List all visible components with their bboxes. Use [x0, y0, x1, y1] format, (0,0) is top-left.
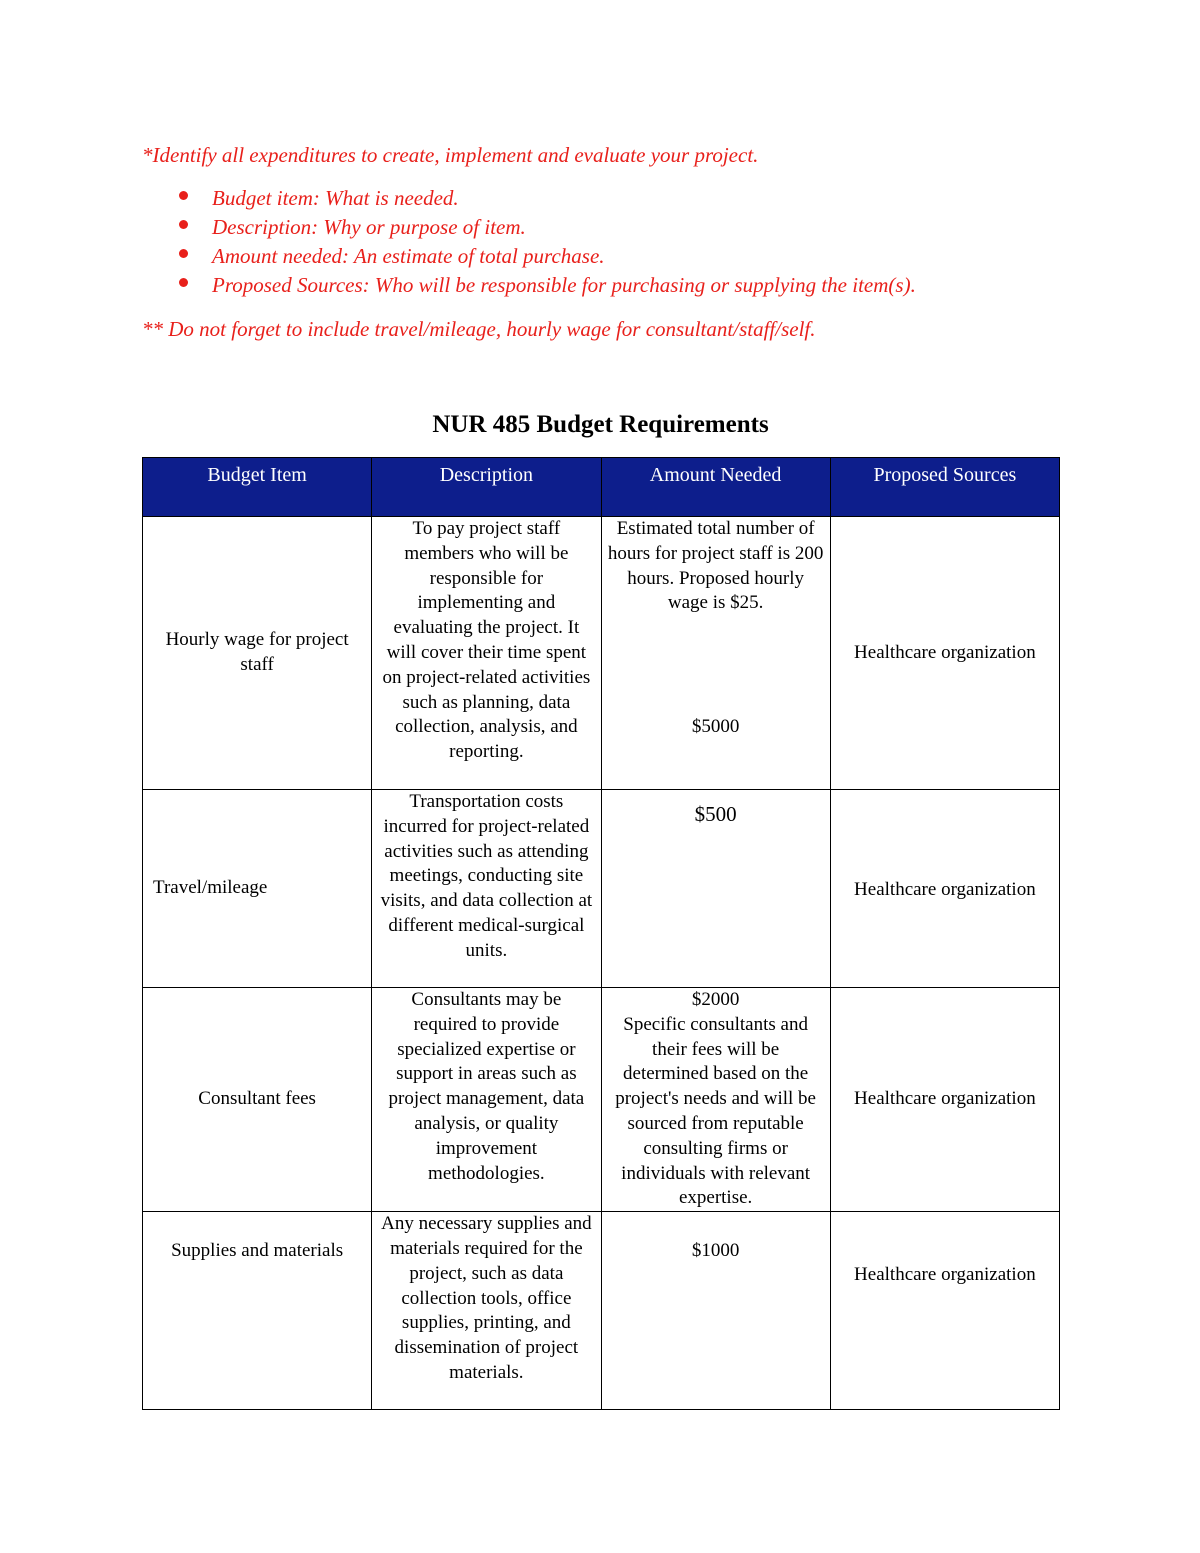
- amount-value: $1000: [691, 1240, 740, 1262]
- bullet-text: Proposed Sources: Who will be responsible for purchasing or supplying the item(s).: [212, 273, 916, 297]
- bullet-icon: [179, 220, 188, 229]
- amount-value: $2000: [691, 989, 740, 1010]
- cell-source: [830, 790, 1059, 988]
- cell-item: Travel/mileage: [143, 790, 372, 988]
- page-title: NUR 485 Budget Requirements: [432, 411, 769, 438]
- instructions-intro: *Identify all expenditures to create, implement and evaluate your project.: [142, 143, 759, 167]
- cell-amount: [601, 988, 830, 1212]
- source-text: Healthcare organization: [854, 1264, 1036, 1286]
- header-budget-item: Budget Item: [143, 458, 372, 517]
- instructions-list: [142, 184, 1062, 300]
- list-item: [142, 271, 1062, 300]
- bullet-text: Amount needed: An estimate of total purchase.: [212, 244, 605, 268]
- instructions-note: ** Do not forget to include travel/mileage, hourly wage for consultant/staff/self.: [142, 317, 816, 341]
- list-item: [142, 213, 1062, 242]
- bullet-icon: [179, 278, 188, 287]
- cell-source: Healthcare organization: [830, 517, 1059, 790]
- header-description: Description: [372, 458, 601, 517]
- bullet-icon: [179, 249, 188, 258]
- cell-description: Any necessary supplies and materials required for the project, such as data collection tools, office supplies, printing, and dissemination of project materials.: [372, 1212, 601, 1410]
- budget-table: [142, 457, 1060, 1410]
- table-row: [143, 988, 1060, 1212]
- cell-description: Consultants may be required to provide specialized expertise or support in areas such as project management, data analysis, or quality improvement methodologies.: [372, 988, 601, 1212]
- cell-description: Transportation costs incurred for project-related activities such as attending meetings, conducting site visits, and data collection at different medical-surgical units.: [372, 790, 601, 988]
- bullet-icon: [179, 191, 188, 200]
- header-amount-needed: Amount Needed: [601, 458, 830, 517]
- cell-amount: [601, 1212, 830, 1410]
- table-row: [143, 1212, 1060, 1410]
- cell-amount: [601, 790, 830, 988]
- list-item: [142, 184, 1062, 213]
- item-text: Supplies and materials: [171, 1240, 344, 1262]
- cell-description: To pay project staff members who will be responsible for implementing and evaluating the project. It will cover their time spent on project-related activities such as planning, data collection, analysis, and reporting.: [372, 517, 601, 790]
- bullet-text: Budget item: What is needed.: [212, 186, 459, 210]
- cell-item: [143, 1212, 372, 1410]
- table-header-row: [143, 458, 1060, 517]
- source-text: Healthcare organization: [854, 879, 1036, 900]
- table-row: [143, 517, 1060, 790]
- amount-detail: Estimated total number of hours for project staff is 200 hours. Proposed hourly wage is $25.: [607, 518, 824, 614]
- cell-amount: [601, 517, 830, 790]
- table-row: [143, 790, 1060, 988]
- list-item: [142, 242, 1062, 271]
- amount-value: $500: [694, 802, 737, 826]
- cell-source: Healthcare organization: [830, 988, 1059, 1212]
- amount-value: $5000: [691, 716, 740, 738]
- cell-item: Consultant fees: [143, 988, 372, 1212]
- cell-item: Hourly wage for project staff: [143, 517, 372, 790]
- bullet-text: Description: Why or purpose of item.: [212, 215, 526, 239]
- header-proposed-sources: Proposed Sources: [830, 458, 1059, 517]
- instructions: [142, 140, 1062, 344]
- cell-source: [830, 1212, 1059, 1410]
- amount-detail: Specific consultants and their fees will be determined based on the project's needs and will be sourced from reputable consulting firms or individuals with relevant expertise.: [615, 1013, 816, 1209]
